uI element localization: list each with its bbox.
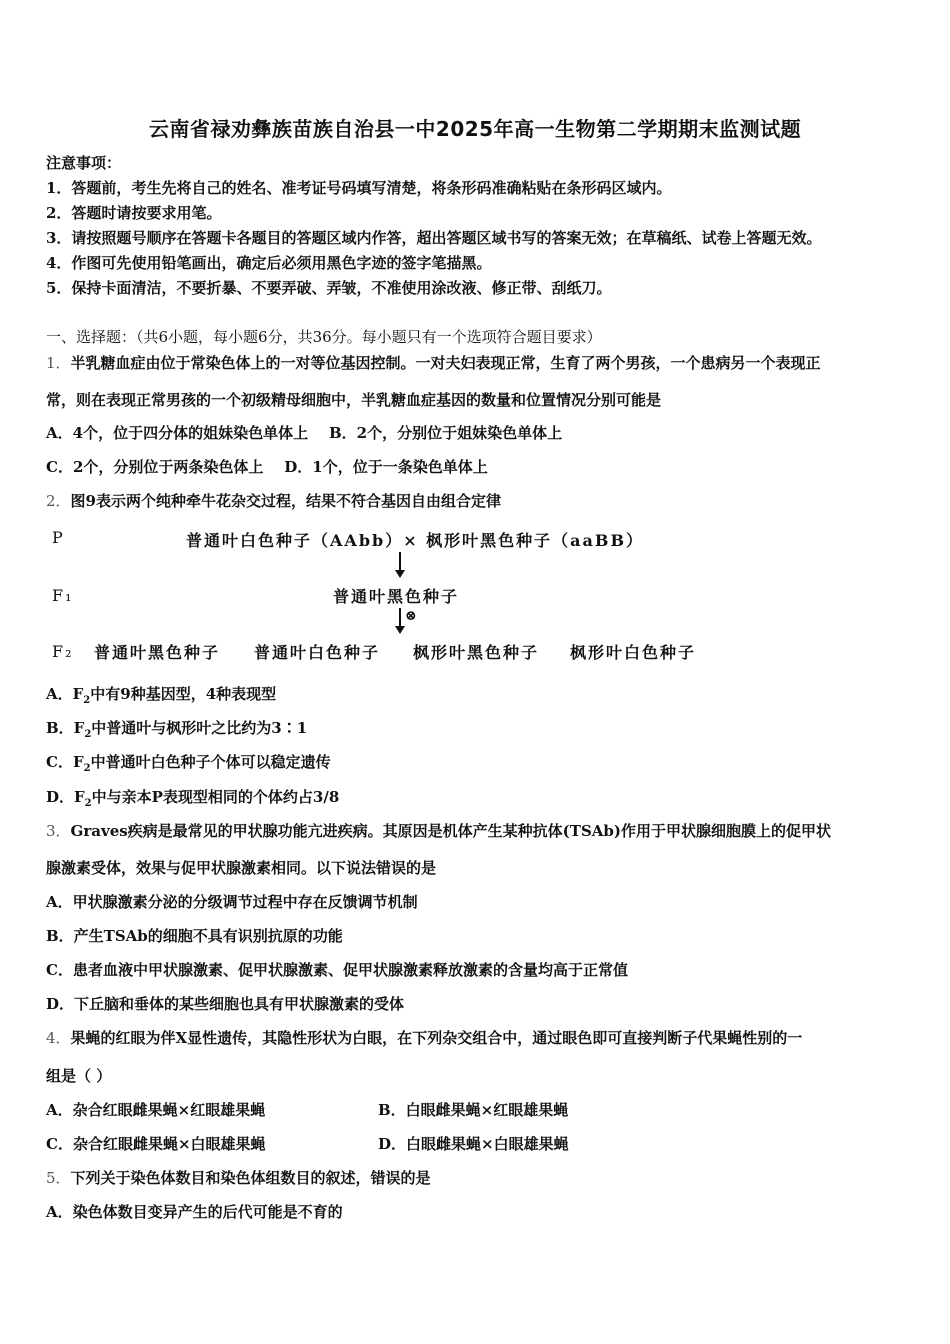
option-a[interactable]: A．4个，位于四分体的姐妹染色单体上 (46, 424, 309, 442)
option-a[interactable] (46, 683, 276, 706)
arrow-line (399, 608, 401, 628)
question-number: 3． (46, 822, 71, 840)
question-4-stem (46, 1027, 802, 1048)
notice-item-4: 4．作图可先使用铅笔画出，确定后必须用黑色字迹的签字笔描黑。 (46, 254, 492, 272)
option-c[interactable]: C．2个，分别位于两条染色体上 (46, 458, 264, 476)
section-heading: 一、选择题：（共6小题，每小题6分，共36分。每小题只有一个选项符合题目要求） (46, 328, 602, 346)
option-b[interactable]: B．产生TSAb的细胞不具有识别抗原的功能 (46, 927, 343, 945)
question-number: 5． (46, 1169, 71, 1187)
cross-diagram (46, 520, 726, 670)
option-a[interactable]: A．甲状腺激素分泌的分级调节过程中存在反馈调节机制 (46, 893, 418, 911)
option-text: 中普通叶与枫形叶之比约为3∶1 (91, 719, 308, 737)
subscript: 2 (84, 729, 92, 740)
question-text: 图9表示两个纯种牵牛花杂交过程，结果不符合基因自由组合定律 (70, 492, 501, 510)
option-d[interactable]: D．下丘脑和垂体的某些细胞也具有甲状腺激素的受体 (46, 995, 405, 1013)
question-number: 2． (46, 492, 71, 510)
generation-p-label: P (52, 528, 65, 547)
selfing-symbol-icon: ⊗ (405, 608, 417, 624)
subscript: 2 (83, 763, 91, 774)
generation-f1-label: F₁ (52, 586, 74, 605)
option-label: A．F (46, 685, 84, 703)
option-b[interactable] (46, 717, 307, 740)
f2-phenotype: 枫形叶黑色种子 (413, 643, 540, 662)
option-b[interactable]: B．白眼雌果蝇×红眼雄果蝇 (378, 1101, 569, 1119)
option-text: 中普通叶白色种子个体可以稳定遗传 (90, 753, 331, 771)
question-text: 下列关于染色体数目和染色体组数目的叙述，错误的是 (70, 1169, 431, 1187)
question-1-options-ab (46, 422, 562, 443)
question-1-stem (46, 352, 821, 373)
option-d[interactable]: D．白眼雌果蝇×白眼雄果蝇 (378, 1135, 569, 1153)
option-a[interactable]: A．染色体数目变异产生的后代可能是不育的 (46, 1203, 343, 1221)
question-5-stem (46, 1167, 431, 1188)
question-2-stem (46, 490, 501, 511)
option-c[interactable]: C．患者血液中甲状腺激素、促甲状腺激素、促甲状腺激素释放激素的含量均高于正常值 (46, 961, 628, 979)
option-c[interactable]: C．杂合红眼雌果蝇×白眼雄果蝇 (46, 1135, 266, 1153)
question-text: Graves疾病是最常见的甲状腺功能亢进疾病。其原因是机体产生某种抗体(TSAb)作用于甲状腺细胞膜上的促甲状 (70, 822, 832, 840)
subscript: 2 (84, 798, 92, 809)
notice-heading: 注意事项： (46, 154, 122, 172)
notice-item-5: 5．保持卡面清洁，不要折暴、不要弄破、弄皱，不准使用涂改液、修正带、刮纸刀。 (46, 279, 612, 297)
notice-item-1: 1．答题前，考生先将自己的姓名、准考证号码填写清楚，将条形码准确粘贴在条形码区域内。 (46, 179, 672, 197)
option-text: 中有9种基因型，4种表现型 (90, 685, 277, 703)
f1-text: 普通叶黑色种子 (333, 587, 460, 606)
option-d[interactable] (46, 786, 339, 809)
f2-phenotype: 枫形叶白色种子 (570, 643, 697, 662)
arrow-down-icon (395, 626, 405, 634)
question-number: 4． (46, 1029, 71, 1047)
arrow-line (399, 552, 401, 572)
f2-phenotype: 普通叶黑色种子 (94, 643, 221, 662)
question-4-stem-cont: 组是（ ） (46, 1067, 112, 1085)
option-b[interactable]: B．2个，分别位于姐妹染色单体上 (328, 424, 563, 442)
question-1-options-cd (46, 456, 488, 477)
question-3-stem (46, 820, 831, 841)
option-label: B．F (46, 719, 85, 737)
option-text: 中与亲本P表现型相同的个体约占3/8 (91, 788, 340, 806)
f2-phenotype: 普通叶白色种子 (254, 643, 381, 662)
option-label: D．F (46, 788, 85, 806)
option-d[interactable]: D．1个，位于一条染色单体上 (284, 458, 488, 476)
option-a[interactable]: A．杂合红眼雌果蝇×红眼雄果蝇 (46, 1101, 266, 1119)
notice-item-2: 2．答题时请按要求用笔。 (46, 204, 222, 222)
option-label: C．F (46, 753, 84, 771)
question-number: 1． (46, 354, 71, 372)
page-title: 云南省禄劝彝族苗族自治县一中2025年高一生物第二学期期末监测试题 (148, 117, 802, 141)
generation-f2-label: F₂ (52, 642, 74, 661)
arrow-down-icon (395, 570, 405, 578)
question-4-options-ab (46, 1099, 906, 1120)
question-text: 果蝇的红眼为伴X显性遗传，其隐性形状为白眼，在下列杂交组合中，通过眼色即可直接判断子代果蝇性别的一 (70, 1029, 803, 1047)
option-c[interactable] (46, 751, 331, 774)
subscript: 2 (83, 695, 91, 706)
parents-text: 普通叶白色种子（AAbb）× 枫形叶黑色种子（aaBB） (186, 531, 644, 550)
question-1-stem-cont: 常，则在表现正常男孩的一个初级精母细胞中，半乳糖血症基因的数量和位置情况分别可能是 (46, 391, 662, 409)
notice-item-3: 3．请按照题号顺序在答题卡各题目的答题区域内作答，超出答题区域书写的答案无效；在草稿纸、试卷上答题无效。 (46, 229, 822, 247)
question-4-options-cd (46, 1133, 906, 1154)
question-3-stem-cont: 腺激素受体，效果与促甲状腺激素相同。以下说法错误的是 (46, 859, 437, 877)
question-text: 半乳糖血症由位于常染色体上的一对等位基因控制。一对夫妇表现正常，生育了两个男孩，一个患病另一个表现正 (70, 354, 821, 372)
